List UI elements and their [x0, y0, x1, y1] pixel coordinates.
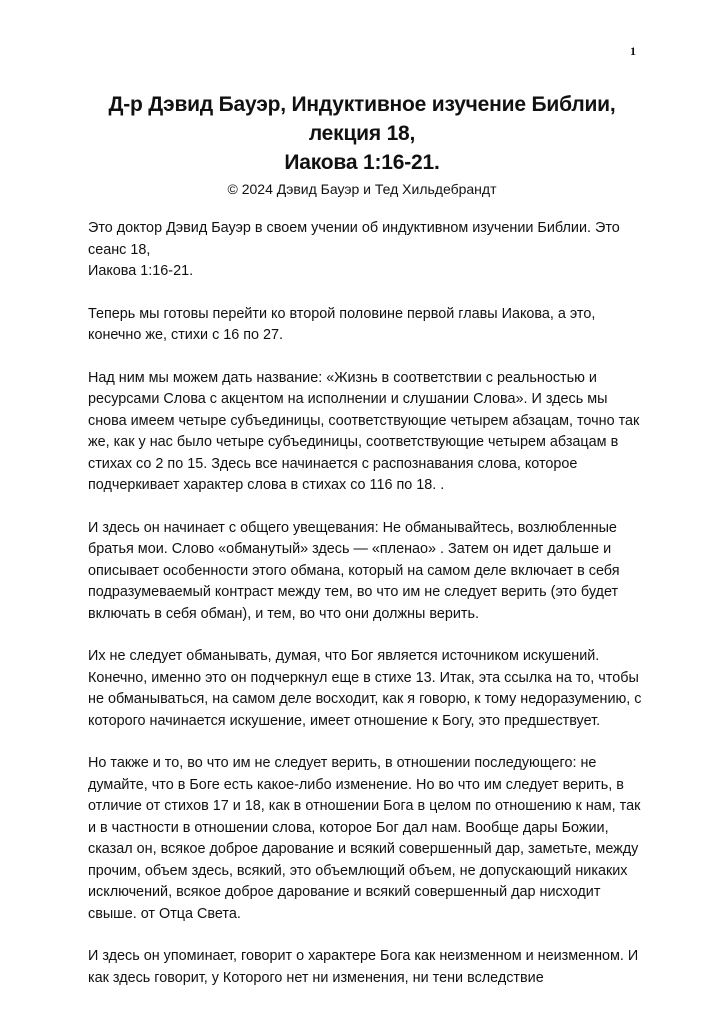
title-line-1: Д-р Дэвид Бауэр, Индуктивное изучение Библии, [108, 93, 616, 116]
paragraph: Теперь мы готовы перейти ко второй половине первой главы Иакова, а это, конечно же, стихи с 16 по 27. [88, 305, 596, 343]
paragraph: И здесь он упоминает, говорит о характере Бога как неизменном и неизменном. И как здесь говорит, у Которого нет ни изменения, ни тени вследствие [88, 948, 639, 986]
paragraph: Их не следует обманывать, думая, что Бог является источником искушений. Конечно, именно это он подчеркнул еще в стихе 13. Итак, эта ссылка на то, чтобы не обманываться, на самом деле восходит, как я говорю, к тому недоразумению, с которого начинается искушение, имеет отношение к Богу, это предшествует. [88, 648, 642, 729]
page-number: 1 [630, 44, 636, 58]
paragraph: Но также и то, во что им не следует верить, в отношении последующего: не думайте, что в Боге есть какое-либо изменение. Но во что им следует верить, в отличие от стихов 17 и 18, как в отношении Бога в целом по отношению к нам, так и в частности в отношении слова, которое Бог дал нам. Вообще дары Божии, сказал он, всякое доброе дарование и всякий совершенный дар, заметьте, между прочим, объем здесь, всякий, это объемлющий объем, не допускающий никаких исключений, всякое доброе дарование и всякий совершенный дар нисходит свыше. от Отца Света. [88, 755, 641, 922]
document-body [88, 218, 648, 1010]
document-header [60, 90, 664, 199]
paragraph-intro [88, 218, 648, 283]
paragraph-intro-line: Иакова 1:16-21. [88, 263, 194, 279]
title-line-2: лекция 18, [308, 122, 416, 145]
paragraph: Над ним мы можем дать название: «Жизнь в соответствии с реальностью и ресурсами Слова с акцентом на исполнении и слушании Слова». И здесь мы снова имеем четыре субъединицы, соответствующие четырем абзацам, точно так же, как у нас было четыре субъединицы, соответствующие четырем абзацам в стихах со 2 по 15. Здесь все начинается с распознавания слова, которое подчеркивает характер слова в стихах со 116 по 18. . [88, 369, 640, 493]
paragraph: И здесь он начинает с общего увещевания: Не обманывайтесь, возлюбленные братья мои. Слово «обманутый» здесь — «плeнао» . Затем он идет дальше и описывает особенности этого обмана, который на самом деле включает в себя подразумеваемый контраст между тем, во что им не следует верить (это будет включать в себя обман), и тем, во что они должны верить. [88, 519, 620, 622]
paragraph-intro-line: Это доктор Дэвид Бауэр в своем учении об индуктивном изучении Библии. Это сеанс 18, [88, 220, 620, 258]
title-line-3: Иакова 1:16-21. [284, 151, 440, 174]
copyright-line: © 2024 Дэвид Бауэр и Тед Хильдебрандт [227, 181, 497, 197]
